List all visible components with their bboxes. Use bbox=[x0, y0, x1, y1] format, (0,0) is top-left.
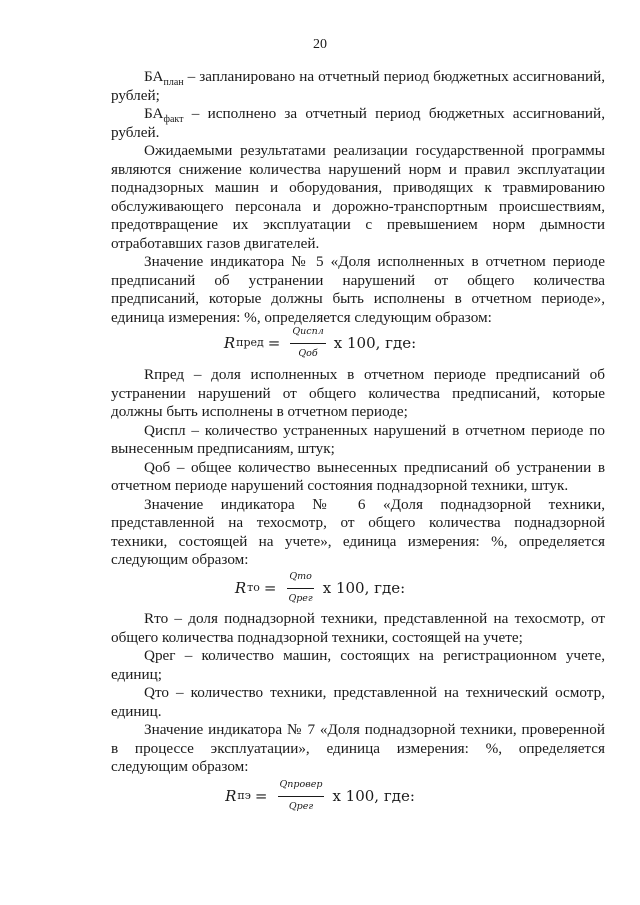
definition-q-reg: Qрег – количество машин, состоящих на регистрационном учете, единиц; bbox=[111, 647, 605, 683]
definition-ba-plan: $БА_{план}$ – запланировано на отчетный период бюджетных ассигнований, рублей; bbox=[111, 68, 605, 104]
indicator-6-paragraph: Значение индикатора № 6 «Доля поднадзорной техники, представленной на техосмотр, от общего количества поднадзорной техники, состоящей на учете», единица измерения: %, определяется следующим образом: bbox=[111, 495, 605, 568]
text-block-1 bbox=[111, 68, 605, 327]
fraction-numerator: Qто bbox=[287, 568, 314, 589]
formula-r-to: R то = $\frac{\text{Qто}}{\text{Qрег}}$ х 100, где: bbox=[0, 568, 640, 608]
fraction-denominator: Qрег bbox=[288, 592, 313, 604]
indicator-5-paragraph: Значение индикатора № 5 «Доля исполненных в отчетном периоде предписаний об устранении нарушений от общего количества предписаний, которые должны быть исполнены в отчетном периоде», единица измерения: %, определяется следующим образом: bbox=[111, 253, 605, 326]
page-number: 20 bbox=[313, 37, 327, 52]
fraction-denominator: Qрег bbox=[288, 800, 314, 812]
expected-results-paragraph: Ожидаемыми результатами реализации государственной программы являются снижение количества нарушений норм и правил эксплуатации поднадзорных машин и оборудования, приводящих к травмированию обслуживающего персонала и дорожно-транспортным происшествиям, предотвращение их эксплуатации с превышением норм дымности отработавших газов двигателей. bbox=[111, 142, 605, 252]
fraction-denominator: Qоб bbox=[298, 347, 318, 359]
definition-r-to: Rто – доля поднадзорной техники, представленной на техосмотр, от общего количества поднадзорной техники, состоящей на учете; bbox=[111, 610, 605, 646]
text-block-2 bbox=[111, 366, 605, 570]
fraction-numerator: Qиспл bbox=[290, 323, 325, 344]
definition-r-pred: Rпред – доля исполненных в отчетном периоде предписаний об устранении нарушений от общего количества предписаний, которые должны быть исполнены в отчетном периоде; bbox=[111, 366, 605, 420]
fraction-numerator: Qпровер bbox=[278, 776, 325, 797]
definition-q-to: Qто – количество техники, представленной на технический осмотр, единиц. bbox=[111, 684, 605, 720]
indicator-7-paragraph: Значение индикатора № 7 «Доля поднадзорной техники, проверенной в процессе эксплуатации», единица измерения: %, определяется следующим образом: bbox=[111, 721, 605, 775]
definition-q-ispl: Qиспл – количество устраненных нарушений в отчетном периоде по вынесенным предписаниям, штук; bbox=[111, 421, 605, 457]
formula-r-pe: R пэ = $\frac{\text{Qпровер}}{\text{Qрег}}$ х 100, где: bbox=[0, 776, 640, 816]
text-block-3 bbox=[111, 610, 605, 777]
definition-q-ob: Qоб – общее количество вынесенных предписаний об устранении в отчетном периоде нарушений состояния поднадзорной техники, штук. bbox=[111, 458, 605, 494]
definition-ba-fact: $БА_{факт}$ – исполнено за отчетный период бюджетных ассигнований, рублей. bbox=[111, 105, 605, 141]
formula-r-pred: R пред = $\frac{\text{Qиспл}}{\text{Qоб}}$ х 100, где: bbox=[0, 323, 640, 363]
